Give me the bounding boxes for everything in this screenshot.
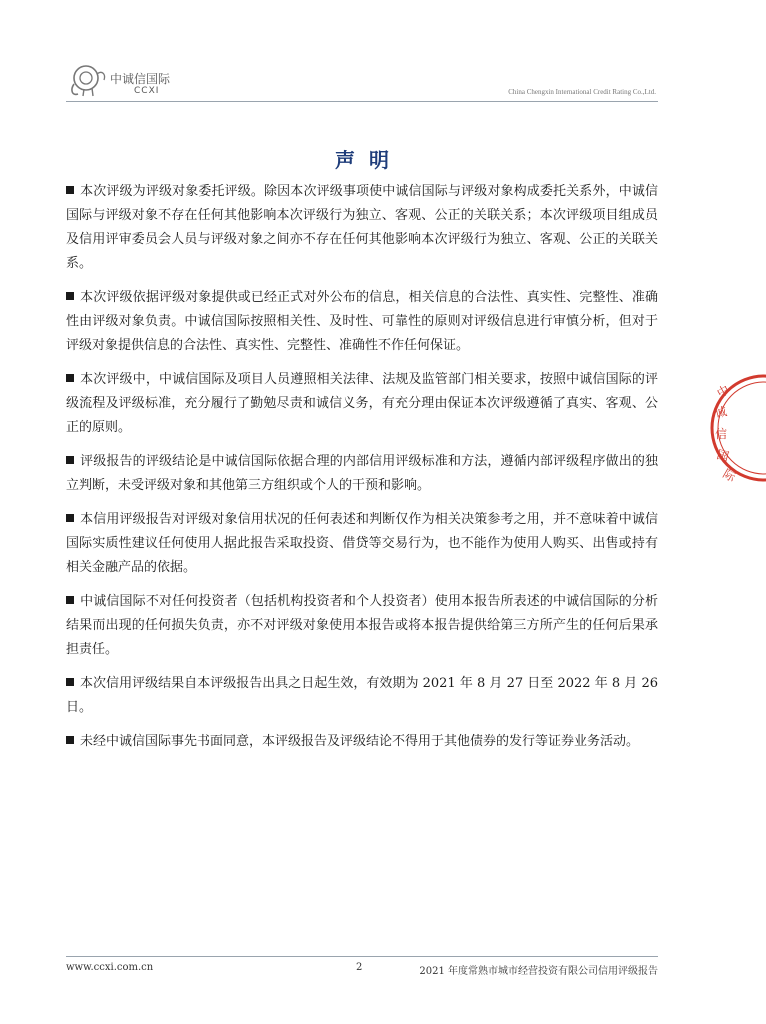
square-bullet-icon: [66, 456, 74, 464]
paragraph-text: 评级报告的评级结论是中诚信国际依据合理的内部信用评级标准和方法，遵循内部评级程序做出的独立判断，未受评级对象和其他第三方组织或个人的干预和影响。: [66, 454, 658, 493]
square-bullet-icon: [66, 736, 74, 744]
paragraph-text: 本次评级依据评级对象提供或已经正式对外公布的信息，相关信息的合法性、真实性、完整性、准确性由评级对象负责。中诚信国际按照相关性、及时性、可靠性的原则对评级信息进行审慎分析，但对于评级对象提供信息的合法性、真实性、完整性、准确性不作任何保证。: [66, 290, 658, 353]
square-bullet-icon: [66, 514, 74, 522]
paragraph-text: 中诚信国际不对任何投资者（包括机构投资者和个人投资者）使用本报告所表述的中诚信国际的分析结果而出现的任何损失负责，亦不对评级对象使用本报告或将本报告提供给第三方所产生的任何后果承担责任。: [66, 594, 658, 657]
red-seal-icon: [706, 368, 766, 488]
svg-text:中: 中: [714, 382, 732, 401]
statement-paragraph: [66, 180, 658, 276]
logo-english-name: CCXI: [134, 86, 160, 96]
footer-website-link[interactable]: www.ccxi.com.cn: [66, 962, 154, 973]
ccxi-logo: [66, 60, 186, 100]
company-english-name: China Chengxin International Credit Rating Co.,Ltd.: [508, 88, 656, 96]
square-bullet-icon: [66, 186, 74, 194]
page-title: 声明: [335, 148, 403, 172]
statement-paragraph: [66, 368, 658, 440]
elephant-logo-icon: [66, 60, 110, 100]
header-divider: [66, 101, 658, 102]
logo-chinese-name: 中诚信国际: [110, 72, 171, 86]
paragraph-text: 本次信用评级结果自本评级报告出具之日起生效，有效期为 2021 年 8 月 27 日至 2022 年 8 月 26 日。: [66, 676, 658, 715]
square-bullet-icon: [66, 678, 74, 686]
svg-text:诚: 诚: [713, 404, 729, 421]
statement-paragraph: [66, 286, 658, 358]
statement-paragraph: [66, 590, 658, 662]
svg-text:信: 信: [715, 427, 728, 441]
statement-paragraph: [66, 730, 658, 754]
paragraph-text: 未经中诚信国际事先书面同意，本评级报告及评级结论不得用于其他债券的发行等证券业务活动。: [80, 734, 640, 749]
svg-text:际: 际: [720, 466, 738, 485]
statement-body: [66, 180, 658, 764]
square-bullet-icon: [66, 374, 74, 382]
statement-paragraph: [66, 508, 658, 580]
page-number: 2: [356, 962, 363, 973]
square-bullet-icon: [66, 292, 74, 300]
statement-paragraph: [66, 672, 658, 720]
paragraph-text: 本信用评级报告对评级对象信用状况的任何表述和判断仅作为相关决策参考之用，并不意味着中诚信国际实质性建议任何使用人据此报告采取投资、借贷等交易行为，也不能作为使用人购买、出售或持有相关金融产品的依据。: [66, 512, 658, 575]
svg-text:国: 国: [715, 447, 731, 465]
paragraph-text: 本次评级为评级对象委托评级。除因本次评级事项使中诚信国际与评级对象构成委托关系外，中诚信国际与评级对象不存在任何其他影响本次评级行为独立、客观、公正的关联关系；本次评级项目组成员及信用评审委员会人员与评级对象之间亦不存在任何其他影响本次评级行为独立、客观、公正的关联关系。: [66, 184, 658, 271]
page-footer: [66, 962, 658, 978]
footer-divider: [66, 956, 658, 957]
square-bullet-icon: [66, 596, 74, 604]
report-title: 2021 年度常熟市城市经营投资有限公司信用评级报告: [419, 966, 658, 977]
paragraph-text: 本次评级中，中诚信国际及项目人员遵照相关法律、法规及监管部门相关要求，按照中诚信国际的评级流程及评级标准，充分履行了勤勉尽责和诚信义务，有充分理由保证本次评级遵循了真实、客观、公正的原则。: [66, 372, 658, 435]
page-header: [66, 56, 662, 102]
company-seal-stamp: [706, 368, 766, 488]
statement-paragraph: [66, 450, 658, 498]
